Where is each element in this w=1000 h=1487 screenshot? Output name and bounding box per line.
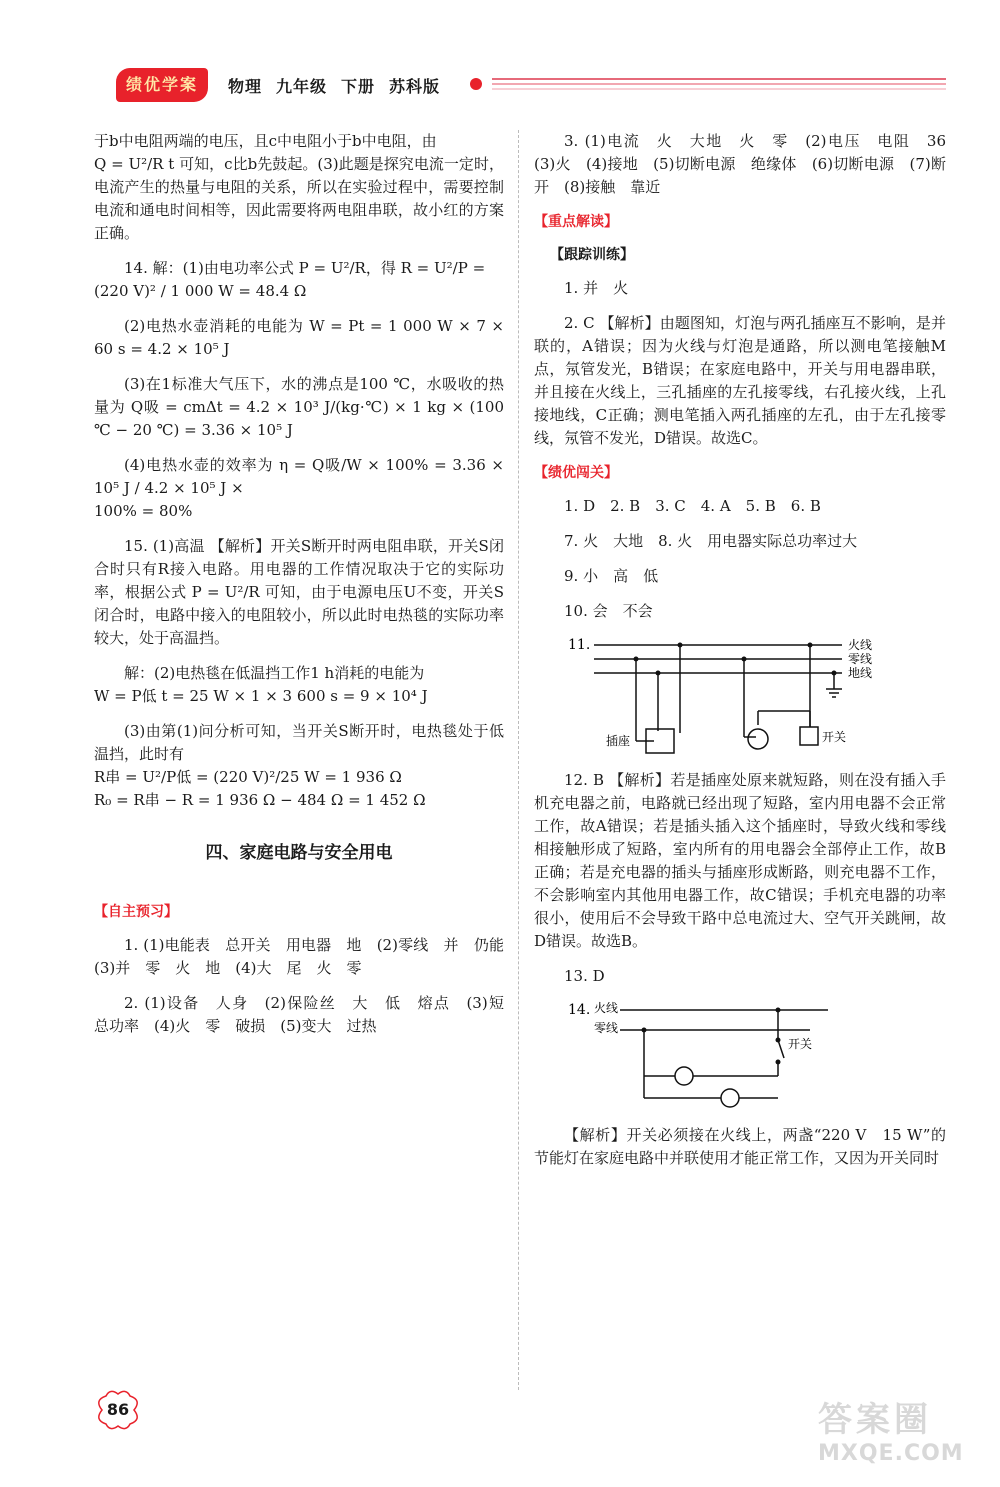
header-rule [492,78,946,94]
preview-3: 3. (1)电流 火 大地 火 零 (2)电压 电阻 36 (3)火 (4)接地 (5)切断电源 绝缘体 (6)切断电源 (7)断开 (8)接触 靠近 [534,132,962,196]
label-14: 14. [568,1002,591,1018]
svg-text:火线: 火线 [848,638,873,652]
sub-tracking: 【跟踪训练】 [550,247,634,263]
svg-text:火线: 火线 [594,1001,619,1015]
answer-14-part3: (3)在1标准大气压下，水的沸点是100 ℃，水吸收的热量为 Q吸 = cmΔt = 4.2 × 10³ J/(kg·℃) × 1 kg × (100 ℃ − 20 ℃) = 3.36 × 10⁵ J [94,375,504,439]
lamp-icon-1 [675,1067,693,1085]
preview-2: 2. (1)设备 人身 (2)保险丝 大 低 熔点 (3)短 总功率 (4)火 零 破损 (5)变大 过热 [94,994,520,1035]
svg-text:地线: 地线 [848,666,873,680]
answer-14-part2: (2)电热水壶消耗的电能为 W = Pt = 1 000 W × 7 × 60 s = 4.2 × 10⁵ J [94,317,504,358]
lamp-icon-2 [721,1089,739,1107]
edition: 苏科版 [389,77,441,96]
volume: 下册 [341,77,376,96]
excel-9: 9. 小 高 低 [564,567,659,585]
svg-text:零线: 零线 [848,652,873,666]
switch-icon [800,727,818,745]
watermark: 答案圈 MXQE.COM [818,1400,964,1466]
answer-15-part1: 15. (1)高温 【解析】开关S断开时两电阻串联，开关S闭合时只有R接入电路。用电器的工作情况取决于它的实际功率，根据公式 P = U²/R 可知，由于电源电压U不变，开关S闭合时，电路中接入的电阻较小，所以此时电热毯的实际功率较大，处于高温挡。 [94,537,504,647]
section-title: 四、家庭电路与安全用电 [205,843,393,863]
page-number: 86 [92,1390,144,1430]
label-11: 11. [568,637,591,653]
tag-key-points: 【重点解读】 [534,214,618,230]
excel-7-8: 7. 火 大地 8. 火 用电器实际总功率过大 [564,532,858,550]
excel-10: 10. 会 不会 [564,602,653,620]
svg-text:开关: 开关 [822,730,847,744]
subject: 物理 [228,77,263,96]
grade: 九年级 [276,77,328,96]
answer-15-part2: 解：(2)电热毯在低温挡工作1 h消耗的电能为 W = P低 t = 25 W × 1 × 3 600 s = 9 × 10⁴ J [94,664,428,705]
excel-14-explain: 【解析】开关必须接在火线上，两盏“220 V 15 W”的节能灯在家庭电路中并联使用才能正常工作，又因为开关同时 [534,1126,946,1167]
answer-14-part4: (4)电热水壶的效率为 η = Q吸/W × 100% = 3.36 × 10⁵ J / 4.2 × 10⁵ J × 100% = 80% [94,456,504,520]
svg-text:开关: 开关 [788,1037,813,1051]
tag-preview: 【自主预习】 [94,904,178,920]
track-2: 2. C 【解析】由题图知，灯泡与两孔插座互不影响，是并联的，A错误；因为火线与灯泡是通路，所以测电笔接触M点，氖管发光，B错误；在家庭电路中，开关与用电器串联，并且接在火线上，三孔插座的左孔接零线，右孔接火线，上孔接地线，C正确；测电笔插入两孔插座的左孔，由于左孔接零线，氖管不发光，D错误。故选C。 [534,314,946,447]
page-header [88,66,948,106]
circuit-diagram-14 [534,1000,946,1110]
wires-14 [620,1010,828,1098]
column-divider [518,130,519,1390]
preview-1: 1. (1)电能表 总开关 用电器 地 (2)零线 并 仍能 (3)并 零 火 地 (4)大 尾 火 零 [94,936,520,977]
excel-13: 13. D [564,967,605,985]
book-meta [228,74,454,97]
svg-text:零线: 零线 [594,1021,619,1035]
answer-15-part3: (3)由第(1)问分析可知，当开关S断开时，电热毯处于低温挡，此时有 R串 = U²/P低 = (220 V)²/25 W = 1 936 Ω R₀ = R串 − R = 1 936 Ω − 484 Ω = 1 452 Ω [94,722,504,809]
track-1: 1. 并 火 [564,279,629,297]
tag-excel: 【绩优闯关】 [534,465,618,481]
header-dot [470,78,482,90]
answer-14-part1: 14. 解：(1)由电功率公式 P = U²/R，得 R = U²/P = (220 V)² / 1 000 W = 48.4 Ω [94,259,486,300]
excel-1-6: 1. D 2. B 3. C 4. A 5. B 6. B [564,497,821,515]
bulb-icon [748,729,768,749]
circuit-diagram-11 [534,635,946,755]
svg-text:插座: 插座 [606,734,631,748]
right-column [534,130,962,1182]
left-column [94,130,520,1050]
junctions-14 [642,1008,781,1065]
series-badge: 绩优学案 [116,68,208,102]
answer-13-cont: 于b中电阻两端的电压，且c中电阻小于b中电阻，由 Q = U²/R t 可知，c比b先鼓起。(3)此题是探究电流一定时，电流产生的热量与电阻的关系，所以在实验过程中，需要控制电流和通电时间相等，因此需要将两电阻串联，故小红的方案正确。 [94,132,504,242]
excel-12: 12. B 【解析】若是插座处原来就短路，则在没有插入手机充电器之前，电路就已经出现了短路，室内用电器不会正常工作，故A错误；若是插头插入这个插座时，导致火线和零线相接触形成了短路，室内所有的用电器会全部停止工作，故B正确；若是充电器的插头与插座形成断路，则充电器不工作，不会影响室内其他用电器工作，故C错误；手机充电器的功率很小，使用后不会导致干路中总电流过大、空气开关跳闸，故D错误。故选B。 [534,771,946,950]
